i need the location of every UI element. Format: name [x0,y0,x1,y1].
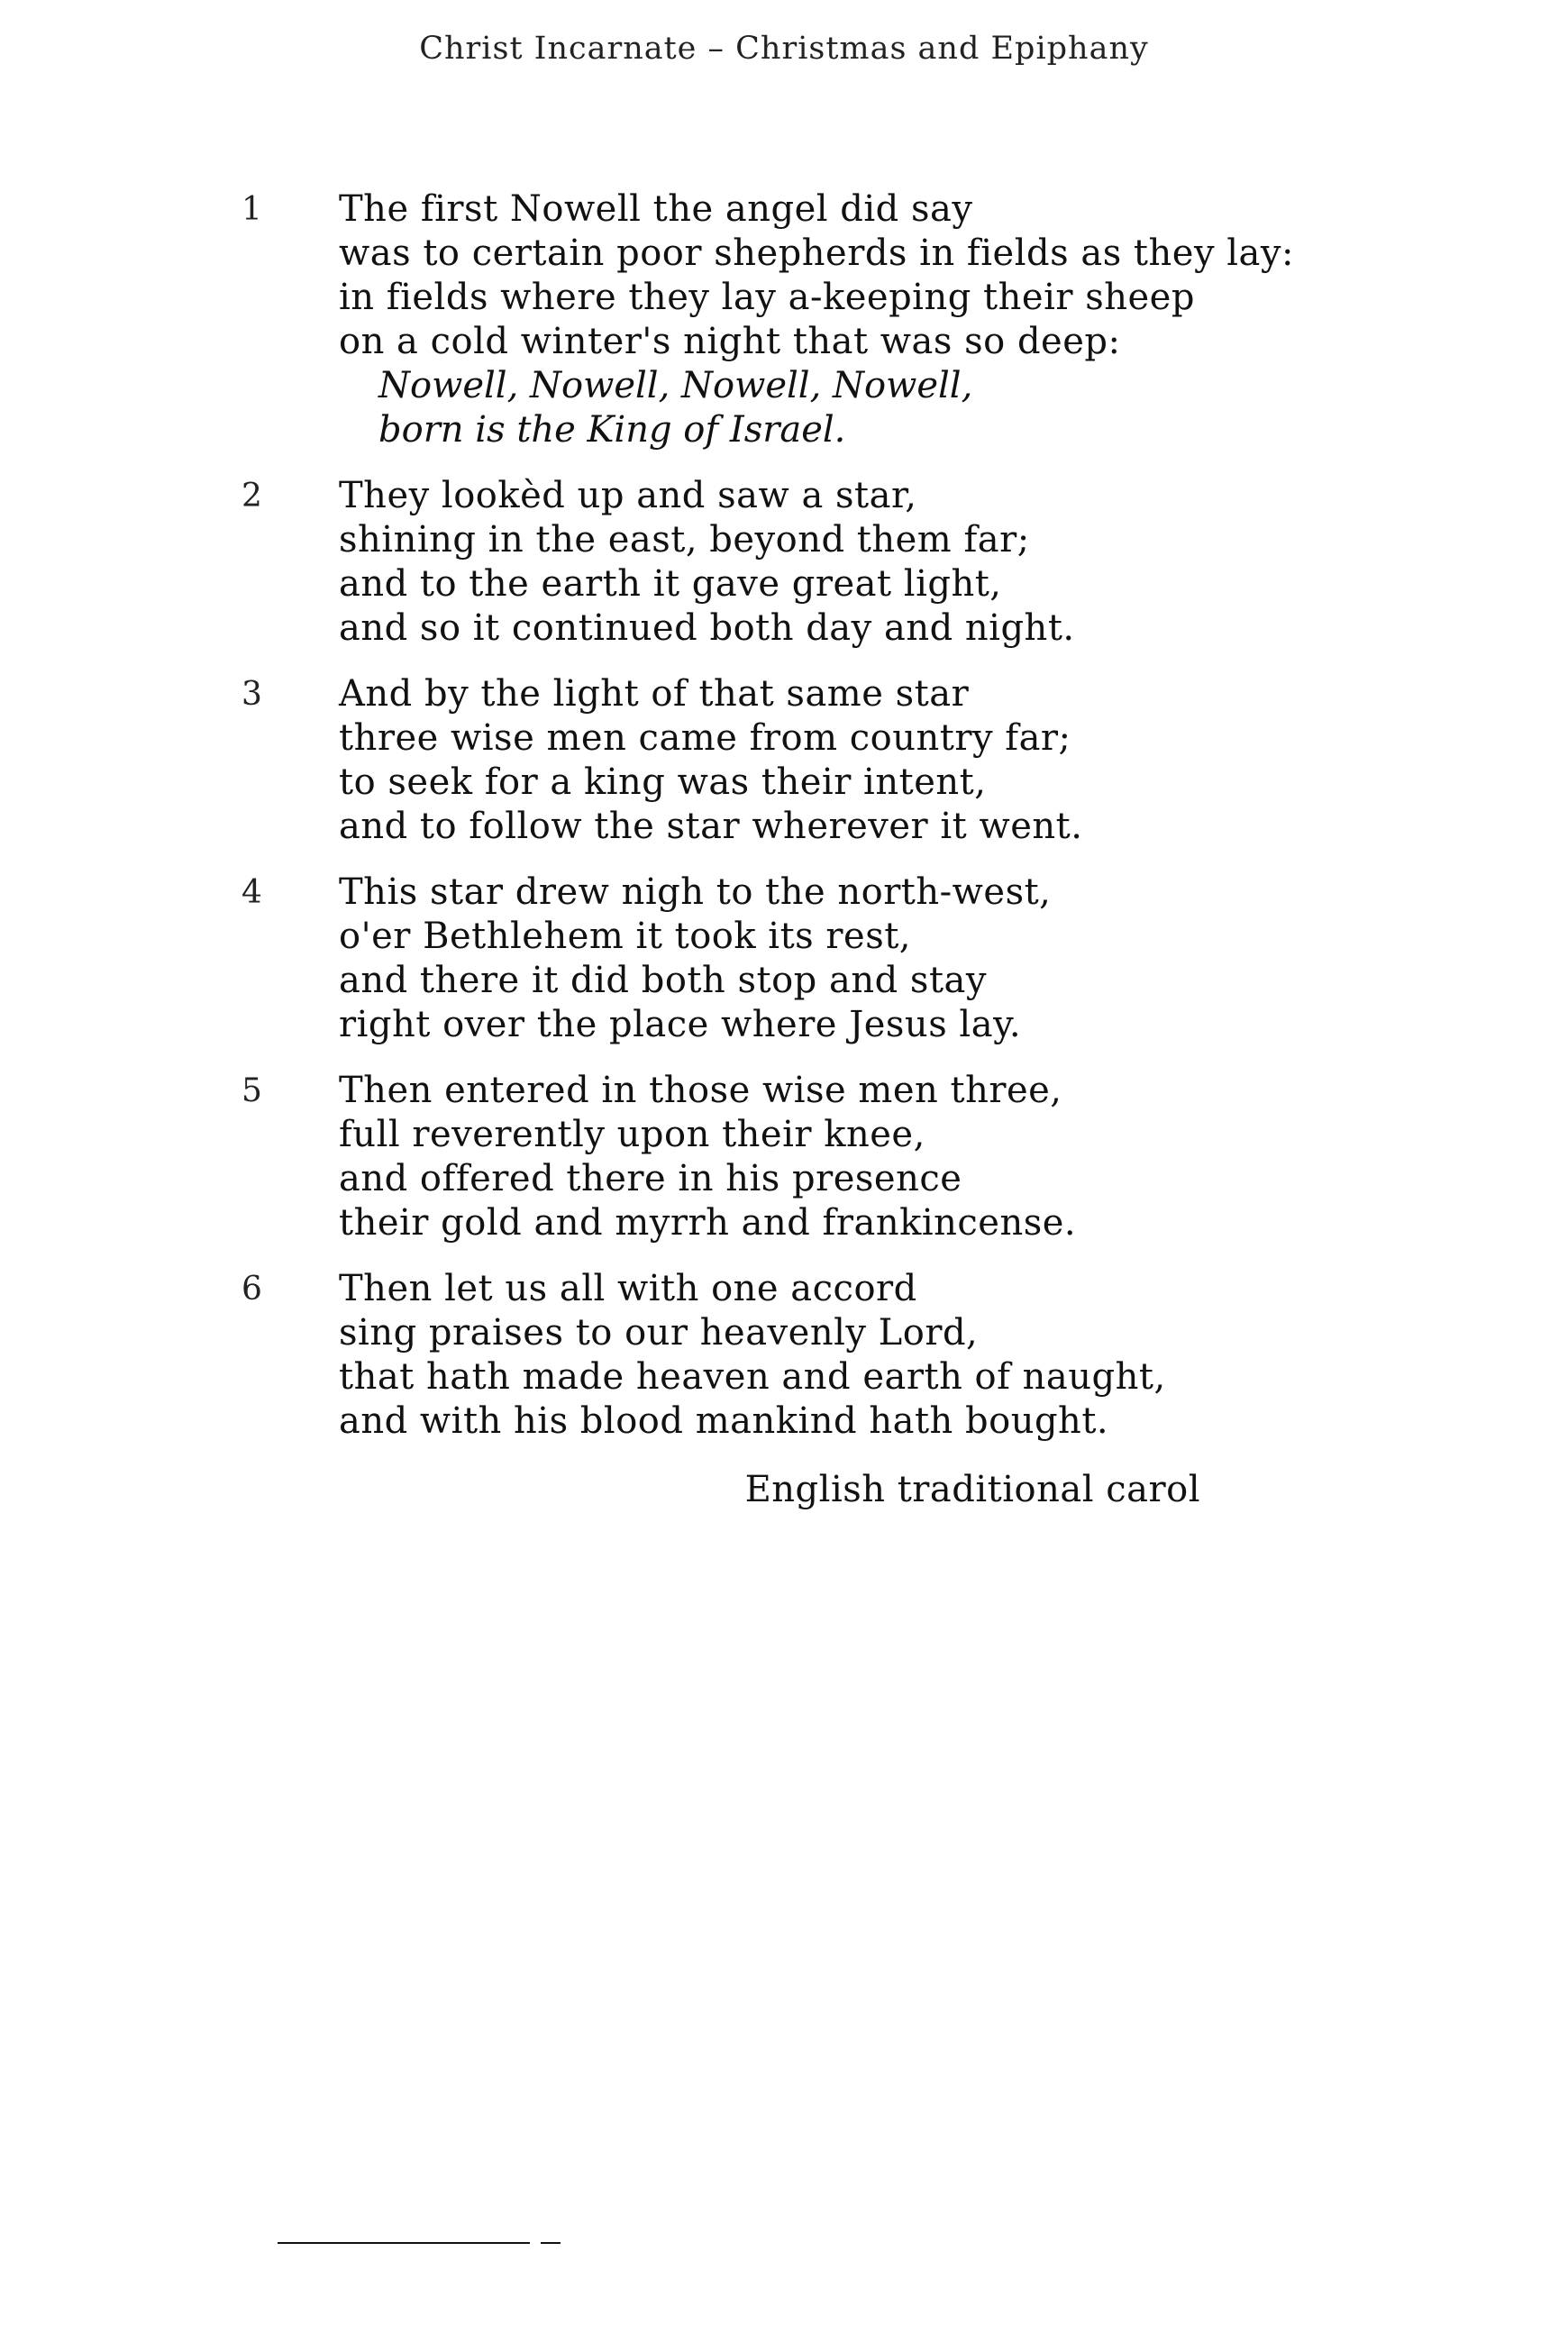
verse-1 [0,187,1568,452]
verse-lines [339,1267,1240,1444]
verse-line: shining in the east, beyond them far; [339,519,1030,561]
verse-number: 1 [242,191,262,228]
verse-lines [339,871,1240,1047]
verse-line: was to certain poor shepherds in fields as they lay: [339,232,1294,274]
verse-number: 5 [242,1072,262,1109]
verse-line: and to follow the star wherever it went. [339,806,1083,847]
verse-3 [0,672,1568,849]
verse-number: 6 [242,1271,262,1308]
verse-line: And by the light of that same star [339,673,970,715]
verse-2 [0,474,1568,651]
verse-line: three wise men came from country far; [339,717,1071,759]
verse-lines [339,187,1294,452]
verse-line: and there it did both stop and stay [339,960,987,1001]
verse-number: 4 [242,874,262,911]
verse-line: that hath made heaven and earth of naught, [339,1356,1166,1398]
footer-dash [541,2242,561,2244]
verse-line: to seek for a king was their intent, [339,761,987,803]
verse-line: This star drew nigh to the north-west, [339,871,1052,913]
verse-line: full reverently upon their knee, [339,1114,925,1155]
verse-line: sing praises to our heavenly Lord, [339,1312,979,1354]
verse-number: 2 [242,478,262,515]
refrain-line: Nowell, Nowell, Nowell, Nowell, [378,365,973,406]
verse-lines [339,672,1240,849]
verse-line: and so it continued both day and night. [339,607,1075,649]
verse-line: Then entered in those wise men three, [339,1070,1062,1111]
verse-line: and offered there in his presence [339,1158,962,1199]
verse-line: and to the earth it gave great light, [339,563,1002,605]
verse-6 [0,1267,1568,1444]
verse-line: their gold and myrrh and frankincense. [339,1202,1077,1244]
verse-lines [339,1069,1240,1245]
verse-line: o'er Bethlehem it took its rest, [339,916,912,957]
verse-4 [0,871,1568,1047]
verse-line: They lookèd up and saw a star, [339,475,917,516]
attribution: English traditional carol [744,1469,1200,1510]
refrain-line: born is the King of Israel. [378,409,846,451]
verse-lines [339,474,1240,651]
verse-5 [0,1069,1568,1245]
footer-rule [278,2242,530,2244]
verse-number: 3 [242,676,262,713]
verse-line: Then let us all with one accord [339,1268,917,1309]
hymn-text [0,187,1568,1465]
verse-line: right over the place where Jesus lay. [339,1004,1022,1045]
running-head: Christ Incarnate – Christmas and Epiphany [419,31,1149,67]
verse-line: and with his blood mankind hath bought. [339,1400,1109,1442]
verse-line: on a cold winter's night that was so deep: [339,321,1121,362]
verse-line: in fields where they lay a-keeping their sheep [339,277,1195,318]
verse-line: The first Nowell the angel did say [339,188,973,230]
